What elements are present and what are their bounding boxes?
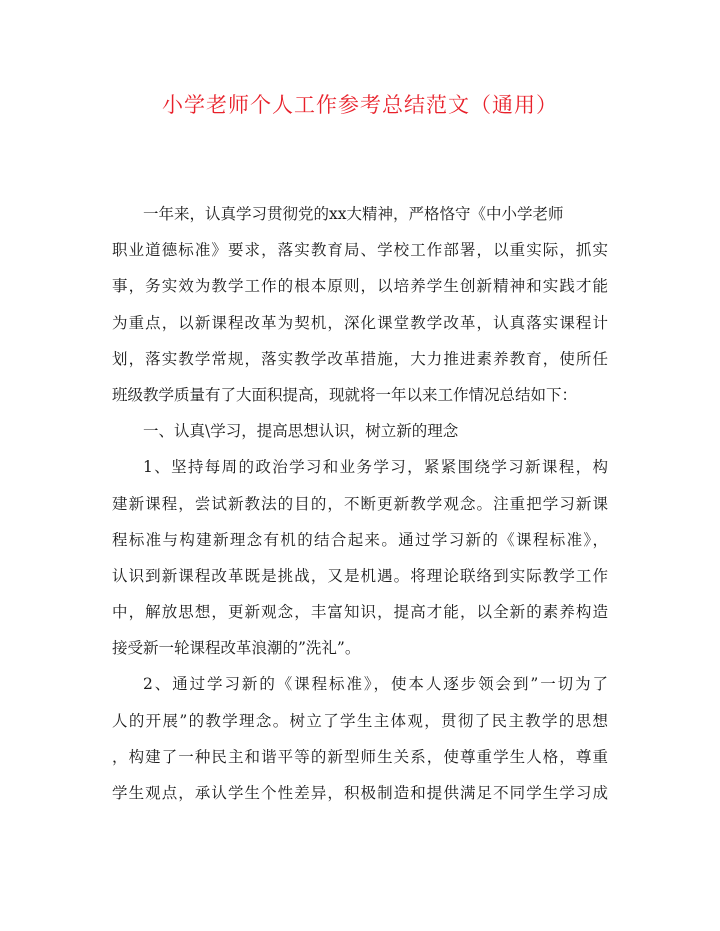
paragraph-line: 2、通过学习新的《课程标准》，使本人逐步领会到”一切为了 bbox=[143, 675, 608, 694]
paragraph-line: 程标准与构建新理念有机的结合起来。通过学习新的《课程标准》， bbox=[112, 530, 608, 549]
paragraph-line: 班级教学质量有了大面积提高，现就将一年以来工作情况总结如下： bbox=[112, 385, 578, 404]
paragraph-line: 事，务实效为教学工作的根本原则，以培养学生创新精神和实践才能 bbox=[112, 277, 608, 296]
paragraph-line: 职业道德标准》要求，落实教育局、学校工作部署，以重实际，抓实 bbox=[112, 241, 608, 260]
paragraph-line: 中，解放思想，更新观念，丰富知识，提高才能，以全新的素养构造 bbox=[112, 603, 608, 622]
paragraph-line: 1、坚持每周的政治学习和业务学习，紧紧围绕学习新课程，构 bbox=[143, 458, 608, 477]
paragraph-line: 学生观点，承认学生个性差异，积极制造和提供满足不同学生学习成 bbox=[112, 784, 608, 802]
document-body bbox=[112, 196, 608, 811]
paragraph-line: 建新课程，尝试新教法的目的，不断更新教学观念。注重把学习新课 bbox=[112, 494, 608, 513]
paragraph-line: 划，落实教学常规，落实教学改革措施，大力推进素养教育，使所任 bbox=[112, 349, 608, 368]
paragraph-line: 人的开展”的教学理念。树立了学生主体观，贯彻了民主教学的思想 bbox=[112, 711, 608, 730]
paragraph-line: 为重点，以新课程改革为契机，深化课堂教学改革，认真落实课程计 bbox=[112, 313, 608, 332]
paragraph-line: 一年来，认真学习贯彻党的xx大精神，严格恪守《中小学老师 bbox=[143, 205, 564, 223]
document-title: 小学老师个人工作参考总结范文（通用） bbox=[162, 93, 558, 117]
paragraph-line: ，构建了一种民主和谐平等的新型师生关系，使尊重学生人格，尊重 bbox=[112, 747, 608, 766]
paragraph-line: 接受新一轮课程改革浪潮的”洗礼”。 bbox=[112, 639, 361, 658]
section-heading: 一、认真\学习，提高思想认识，树立新的理念 bbox=[143, 422, 459, 441]
paragraph-line: 认识到新课程改革既是挑战，又是机遇。将理论联络到实际教学工作 bbox=[112, 566, 608, 585]
